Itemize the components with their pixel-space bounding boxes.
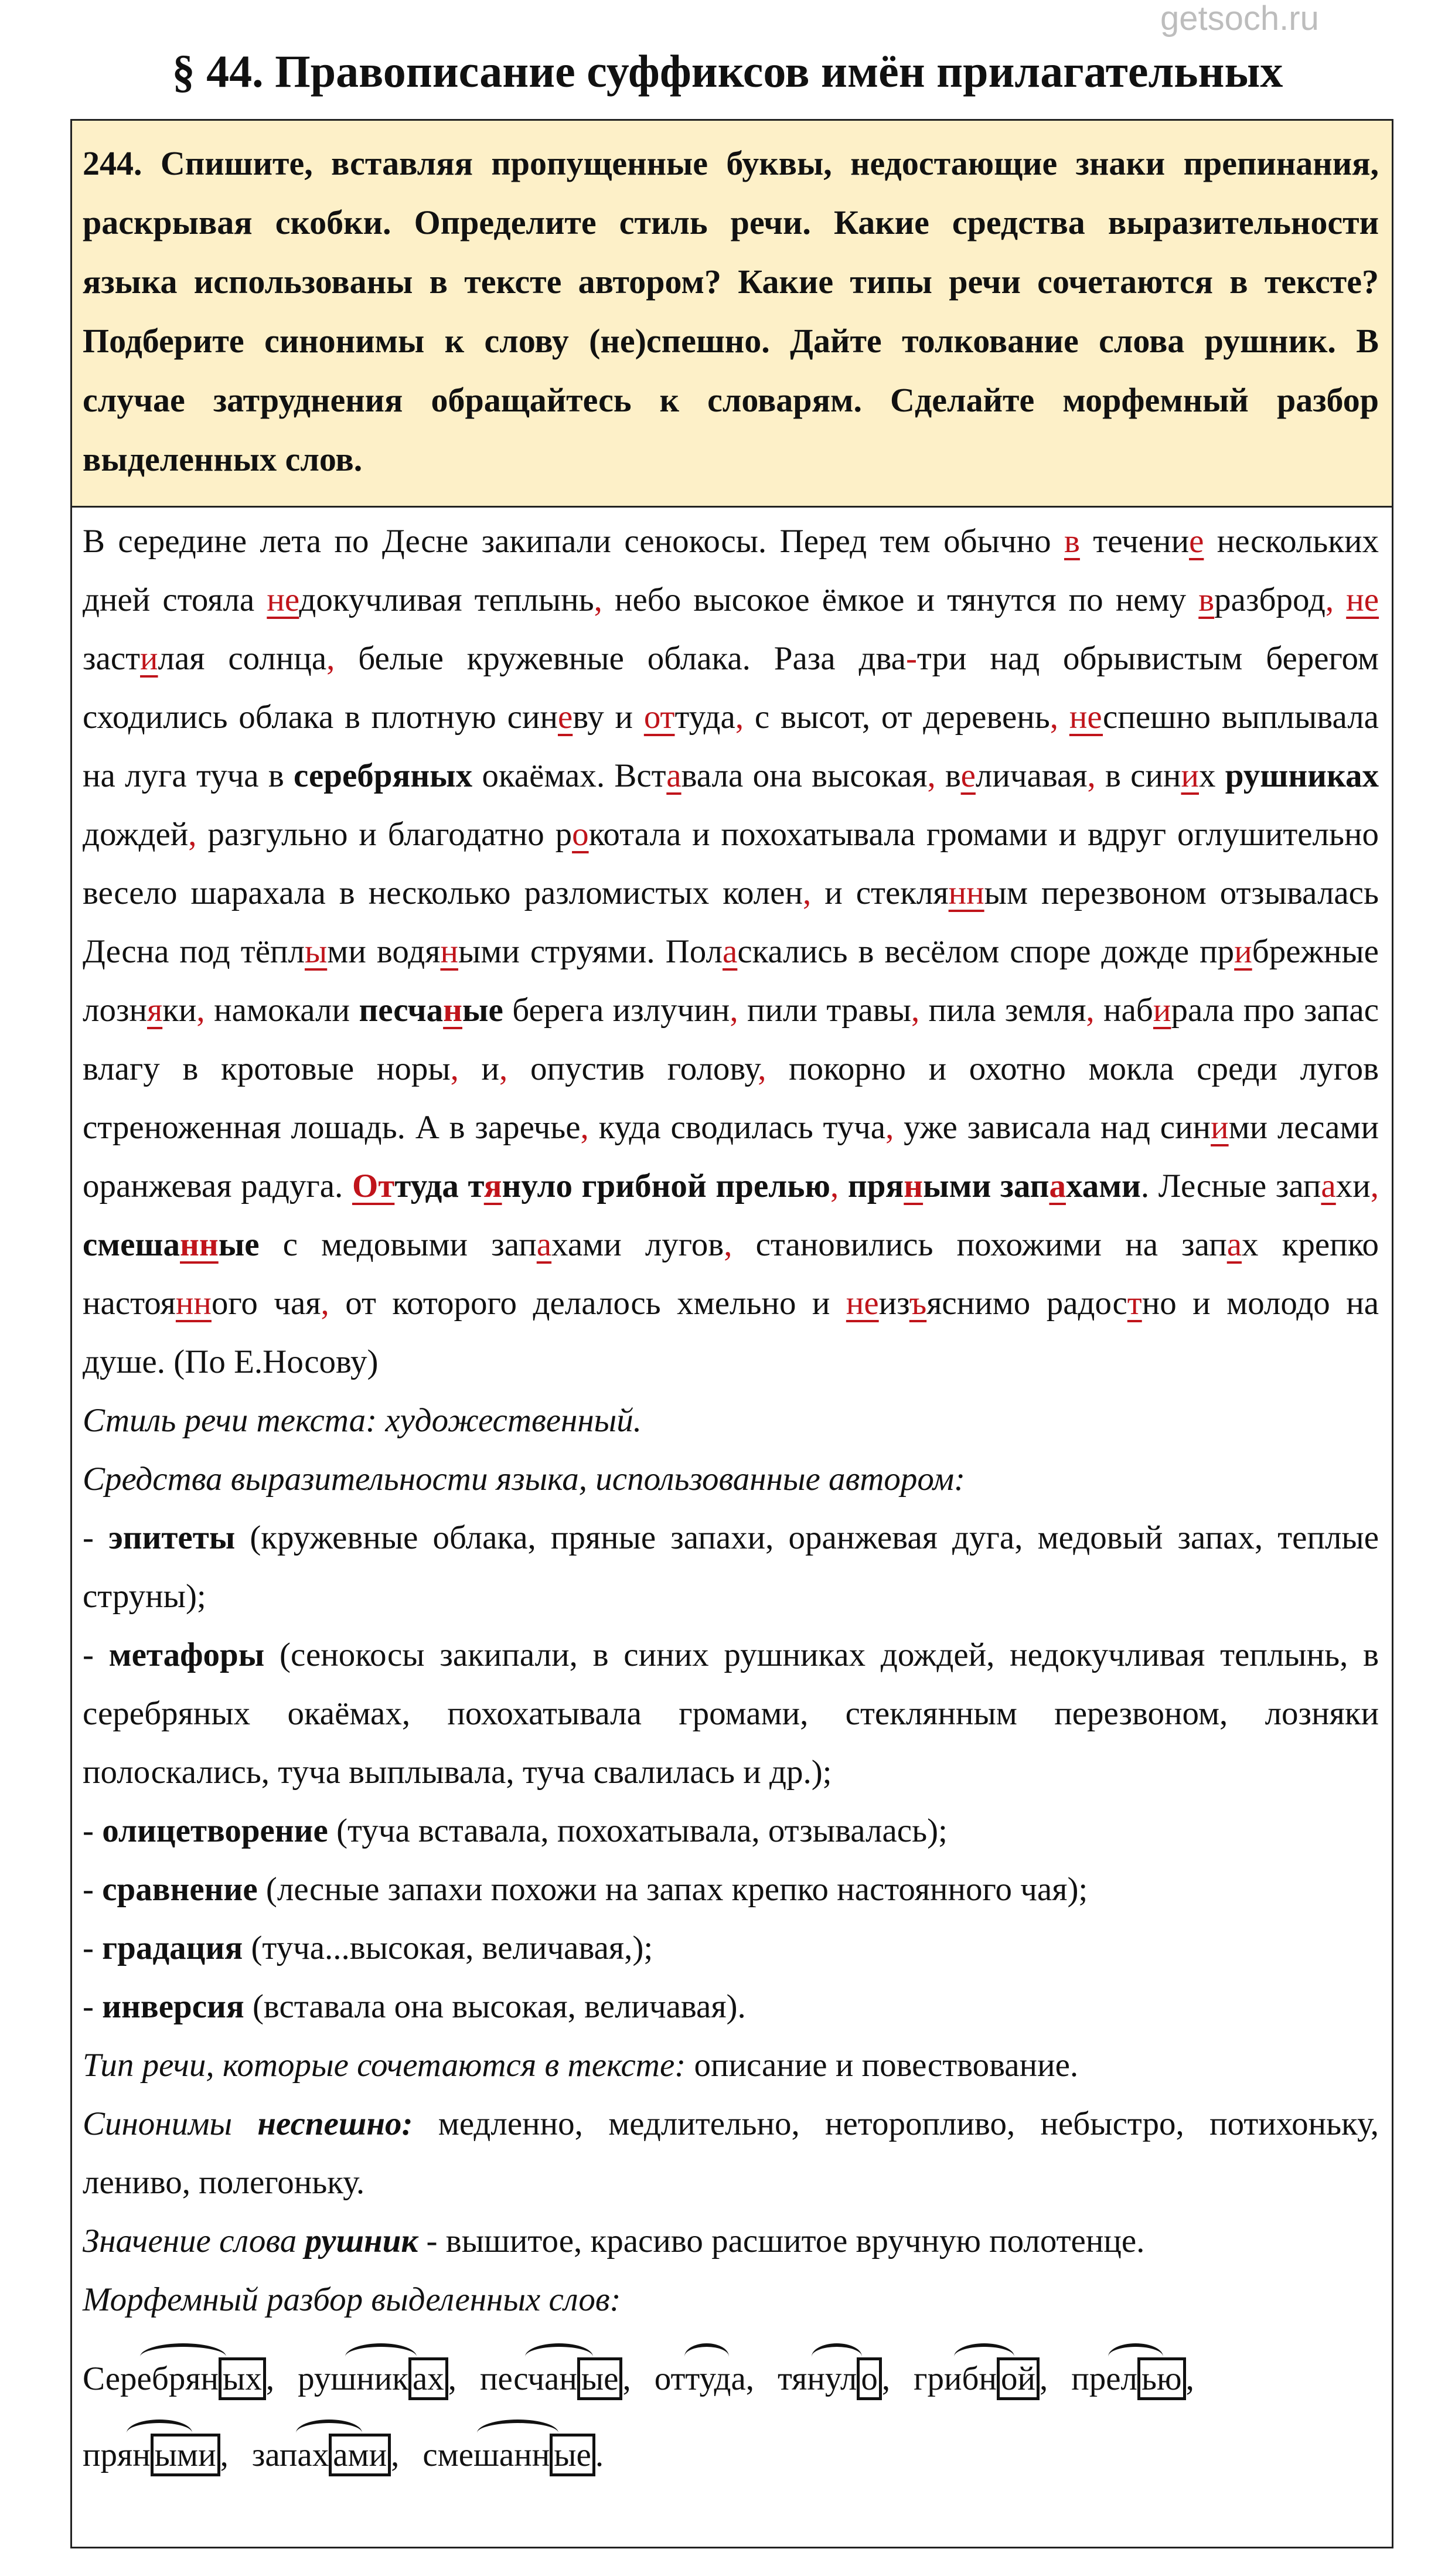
word-ending: ах	[408, 2357, 448, 2400]
inserted-punctuation: ,	[499, 1050, 508, 1087]
text-run: . Лесные зап	[1140, 1168, 1321, 1204]
root-arc-icon	[477, 2420, 558, 2446]
highlighted-word: песча	[359, 992, 444, 1029]
text-run: окаёмах. Вст	[472, 757, 667, 794]
inserted-letter: а	[536, 1226, 552, 1263]
morpheme-word	[252, 2417, 400, 2493]
highlighted-word: метафоры	[108, 1636, 265, 1673]
text-run: куда сводилась туча	[588, 1109, 886, 1146]
word-stem: тянул	[778, 2360, 857, 2397]
highlighted-word: смеша	[83, 1226, 180, 1263]
inserted-punctuation: ,	[1325, 581, 1334, 618]
inserted-punctuation: ,	[803, 874, 812, 911]
text-run: - вышитое, красиво расшитое вручную полотенце.	[418, 2223, 1145, 2259]
morpheme-word	[1071, 2341, 1194, 2417]
inserted-letter: ъ	[909, 1285, 927, 1322]
text-run: брежные лозн	[83, 933, 1379, 1029]
text-run: дождей	[83, 816, 189, 853]
text-run: вала она высокая	[681, 757, 928, 794]
page-title: § 44. Правописание суффиксов имён прилагательных	[172, 46, 1283, 97]
separator: ,	[448, 2360, 456, 2397]
word-stem: песчан	[480, 2360, 577, 2397]
text-run: ми водя	[327, 933, 441, 970]
text-run: (туча...высокая, величавая,);	[243, 1930, 653, 1966]
text-run: ым перезвоном отзывалась Десна под тёпл	[83, 874, 1379, 970]
separator: ,	[391, 2437, 400, 2473]
word-stem: Серебрян	[83, 2360, 219, 2397]
inserted-letter: т	[1127, 1285, 1142, 1322]
text-run: нескольких дней стояла	[83, 523, 1379, 618]
word-stem: оттуда	[654, 2360, 746, 2397]
text-run: (туча вставала, похохатывала, отзывалась);	[328, 1812, 948, 1849]
text-run: ву и	[573, 699, 644, 736]
text-run: небо высокое ёмкое и тянутся по нему	[602, 581, 1199, 618]
italic-label: Синонимы	[83, 2105, 258, 2142]
text-run: и стекля	[811, 874, 949, 911]
separator: ,	[745, 2360, 754, 2397]
inserted-letter: не	[267, 581, 299, 618]
answer-line	[83, 1860, 1379, 1919]
inserted-punctuation: ,	[1049, 699, 1059, 736]
root-arc-icon	[127, 2420, 192, 2446]
text-run: туда	[674, 699, 735, 736]
inserted-letter: ы	[304, 933, 328, 970]
highlighted-word: хами	[1065, 1168, 1141, 1204]
answer-line	[83, 2095, 1379, 2212]
inserted-letter: о	[572, 816, 589, 853]
answers-list	[83, 1391, 1379, 2329]
text-run: ого чая	[211, 1285, 321, 1322]
morpheme-word	[914, 2341, 1048, 2417]
text-run: лая солнца	[158, 640, 327, 677]
highlighted-word: градация	[102, 1930, 243, 1966]
watermark: getsoch.ru	[1160, 0, 1319, 38]
text-run: (вставала она высокая, величавая).	[244, 1988, 746, 2025]
inserted-letter-bold: н	[904, 1168, 924, 1204]
word-ending: ые	[577, 2357, 623, 2400]
inserted-punctuation: ,	[580, 1109, 589, 1146]
inserted-letter: в	[1198, 581, 1215, 618]
text-run	[1334, 581, 1346, 618]
highlighted-word: серебряных	[294, 757, 473, 794]
inserted-punctuation: ,	[196, 992, 205, 1029]
morpheme-word	[655, 2341, 754, 2417]
inserted-letter: нн	[948, 874, 984, 911]
separator: ,	[220, 2437, 229, 2473]
text-run: яснимо радос	[926, 1285, 1127, 1322]
separator: .	[595, 2437, 604, 2473]
text-run: медленно, медлительно, неторопливо, небыстро, потихоньку, лениво, полегоньку.	[83, 2105, 1379, 2201]
highlighted-word: инверсия	[102, 1988, 244, 2025]
inserted-punctuation: -	[905, 640, 917, 677]
text-run: ки	[162, 992, 197, 1029]
answer-line	[83, 1450, 1379, 1509]
word-stem: смешанн	[422, 2437, 550, 2473]
italic-label: Значение слова	[83, 2223, 305, 2259]
inserted-punctuation: ,	[326, 640, 335, 677]
morpheme-word	[298, 2341, 456, 2417]
separator: ,	[881, 2360, 891, 2397]
text-run: хами лугов	[551, 1226, 724, 1263]
text-run: ми лесами оранжевая радуга.	[83, 1109, 1379, 1204]
word-stem: запах	[251, 2437, 329, 2473]
inserted-punctuation: ,	[724, 1226, 732, 1263]
text-run: х	[1199, 757, 1225, 794]
inserted-letter-bold: я	[483, 1168, 502, 1204]
text-run: В середине лета по Десне закипали сенокосы. Перед тем обычно	[83, 523, 1064, 560]
text-run: х крепко настоя	[83, 1226, 1379, 1322]
inserted-letter: и	[1153, 992, 1171, 1029]
inserted-punctuation: ,	[1087, 757, 1096, 794]
exercise-text	[83, 512, 1379, 1391]
text-run: из	[878, 1285, 909, 1322]
text-run: берега излучин	[503, 992, 730, 1029]
highlighted-word: эпитеты	[108, 1519, 236, 1556]
highlighted-word: ые	[218, 1226, 260, 1263]
text-run: -	[83, 1988, 103, 2025]
inserted-punctuation: ,	[321, 1285, 329, 1322]
word-stem: прел	[1071, 2360, 1137, 2397]
text-run: ыми струями. Пол	[458, 933, 723, 970]
answer-line	[83, 2036, 1379, 2095]
exercise-frame	[70, 119, 1393, 2548]
highlighted-word: нуло грибной прелью	[502, 1168, 830, 1204]
inserted-punctuation: ,	[830, 1168, 839, 1204]
answer-line	[83, 1919, 1379, 1978]
inserted-punctuation: ,	[927, 757, 936, 794]
inserted-letter: а	[1226, 1226, 1242, 1263]
text-run: личавая	[975, 757, 1088, 794]
answer-body	[72, 508, 1392, 2493]
text-run: от которого делалось хмельно и	[329, 1285, 846, 1322]
inserted-letter: е	[557, 699, 573, 736]
inserted-letter: н	[440, 933, 458, 970]
morpheme-word	[83, 2341, 274, 2417]
inserted-letter: и	[140, 640, 158, 677]
morpheme-word	[778, 2341, 890, 2417]
root-arc-icon	[140, 2343, 226, 2370]
answer-line	[83, 1391, 1379, 1450]
text-run: пили травы	[738, 992, 911, 1029]
highlighted-word: рушниках	[1225, 757, 1379, 794]
inserted-letter: и	[1234, 933, 1252, 970]
word-stem: рушник	[298, 2360, 408, 2397]
separator: ,	[1185, 2360, 1194, 2397]
text-run: с медовыми зап	[259, 1226, 537, 1263]
root-arc-icon	[525, 2343, 593, 2370]
root-arc-icon	[345, 2343, 417, 2370]
italic-label: Средства выразительности языка, использованные автором:	[83, 1461, 966, 1498]
answer-line	[83, 1509, 1379, 1626]
text-run: докучливая теплынь	[299, 581, 594, 618]
inserted-letter: а	[666, 757, 682, 794]
root-arc-icon	[296, 2420, 362, 2446]
inserted-letter: а	[1321, 1168, 1336, 1204]
text-run: разброд	[1214, 581, 1325, 618]
italic-bold-term: неспешно:	[257, 2105, 413, 2142]
text-run: описание и повествование.	[686, 2047, 1079, 2084]
root-arc-icon	[1108, 2343, 1163, 2370]
inserted-punctuation: ,	[730, 992, 738, 1029]
inserted-punctuation: ,	[758, 1050, 766, 1087]
text-run: наб	[1094, 992, 1153, 1029]
text-run: -	[83, 1871, 103, 1908]
answer-line	[83, 1626, 1379, 1802]
inserted-letter-bold: н	[443, 992, 462, 1029]
text-run: уже зависала над син	[894, 1109, 1211, 1146]
inserted-letter: от	[643, 699, 675, 736]
text-run: белые кружевные облака. Раза два	[335, 640, 906, 677]
text-run: покорно и охотно мокла среди лугов стреноженная лошадь. А в заречье	[83, 1050, 1379, 1146]
inserted-letter: а	[723, 933, 738, 970]
morpheme-analysis	[83, 2341, 1379, 2493]
separator: ,	[1039, 2360, 1048, 2397]
task-instructions: 244. Спишите, вставляя пропущенные буквы, недостающие знаки препинания, раскрывая скобки. Определите стиль речи. Какие средства выразительности языка использованы в тексте автором? Какие типы речи сочетаются в тексте? Подберите синонимы к слову (не)спешно. Дайте толкование слова рушник. В случае затруднения обращайтесь к словарям. Сделайте морфемный разбор выделенных слов.	[72, 121, 1392, 508]
answer-line	[83, 2271, 1379, 2329]
text-run: в	[935, 757, 961, 794]
text-run: в син	[1095, 757, 1181, 794]
inserted-punctuation: ,	[450, 1050, 459, 1087]
text-run: -	[83, 1930, 103, 1966]
answer-line	[83, 1802, 1379, 1860]
word-ending: ами	[329, 2434, 391, 2476]
text-run: спешно выплывала на луга туча в	[83, 699, 1379, 794]
inserted-letter-bold: а	[1049, 1168, 1066, 1204]
word-stem: грибн	[914, 2360, 997, 2397]
inserted-letter: и	[1181, 757, 1199, 794]
word-ending: ой	[997, 2357, 1040, 2400]
text-run: -	[83, 1636, 109, 1673]
highlighted-word: ыми зап	[923, 1168, 1049, 1204]
inserted-punctuation: ,	[188, 816, 197, 853]
italic-bold-term: рушник	[305, 2223, 418, 2259]
separator: ,	[622, 2360, 631, 2397]
inserted-punctuation: ,	[885, 1109, 894, 1146]
text-run: котала и похохатывала громами и вдруг оглушительно весело шарахала в несколько разломистых колен	[83, 816, 1379, 911]
inserted-letter: не	[1069, 699, 1103, 736]
inserted-punctuation: ,	[594, 581, 602, 618]
text-run	[839, 1168, 848, 1204]
text-run: с высот, от деревень	[744, 699, 1050, 736]
answer-line	[83, 1978, 1379, 2036]
text-run: хи	[1335, 1168, 1371, 1204]
text-run: скались в весёлом споре дожде пр	[737, 933, 1235, 970]
inserted-punctuation: ,	[1086, 992, 1095, 1029]
inserted-letter: я	[146, 992, 163, 1029]
word-ending: ью	[1137, 2357, 1186, 2400]
word-ending: ые	[550, 2434, 595, 2476]
text-run: (кружевные облака, пряные запахи, оранжевая дуга, медовый запах, теплые струны);	[83, 1519, 1379, 1615]
inserted-letter: и	[1211, 1109, 1229, 1146]
italic-label: Стиль речи текста: художественный.	[83, 1402, 642, 1439]
inserted-punctuation: ,	[911, 992, 920, 1029]
highlighted-word: ые	[462, 992, 503, 1029]
inserted-letter-bold: нн	[180, 1226, 219, 1263]
word-ending: о	[857, 2357, 882, 2400]
word-stem: прян	[83, 2437, 151, 2473]
text-run: -	[83, 1812, 103, 1849]
root-arc-icon	[954, 2343, 1014, 2370]
text-run: течени	[1079, 523, 1190, 560]
answer-line	[83, 2212, 1379, 2271]
inserted-letter: е	[960, 757, 976, 794]
inserted-letter: не	[1346, 581, 1379, 618]
highlighted-word: пря	[847, 1168, 904, 1204]
text-run: заст	[83, 640, 141, 677]
text-run: намокали	[205, 992, 359, 1029]
separator: ,	[265, 2360, 275, 2397]
text-run: (лесные запахи похожи на запах крепко настоянного чая);	[257, 1871, 1088, 1908]
text-run: и	[458, 1050, 500, 1087]
root-arc-icon	[812, 2343, 862, 2370]
morpheme-word	[83, 2417, 229, 2493]
text-run: разгульно и благодатно р	[196, 816, 573, 853]
highlighted-word: олицетворение	[102, 1812, 328, 1849]
inserted-letter: в	[1064, 523, 1080, 560]
italic-label: Морфемный разбор выделенных слов:	[83, 2281, 621, 2318]
text-run: -	[83, 1519, 109, 1556]
inserted-letter: не	[846, 1285, 879, 1322]
highlighted-word: сравнение	[102, 1871, 258, 1908]
word-ending: ых	[219, 2357, 266, 2400]
italic-label: Тип речи, которые сочетаются в тексте:	[83, 2047, 686, 2084]
inserted-punctuation: ,	[735, 699, 744, 736]
inserted-letter: е	[1189, 523, 1204, 560]
inserted-punctuation: ,	[1370, 1168, 1379, 1204]
text-run: рала про запас влагу в кротовые норы	[83, 992, 1379, 1087]
morpheme-word	[480, 2341, 631, 2417]
root-arc-icon	[684, 2343, 730, 2370]
morpheme-word	[422, 2417, 604, 2493]
text-run: но и молодо на душе. (По Е.Носову)	[83, 1285, 1379, 1380]
inserted-letter-bold: От	[352, 1168, 395, 1204]
inserted-letter: нн	[175, 1285, 212, 1322]
text-run: три над обрывистым берегом сходились облака в плотную син	[83, 640, 1379, 736]
text-run: опустив голову	[507, 1050, 758, 1087]
text-run: (сенокосы закипали, в синих рушниках дождей, недокучливая теплынь, в серебряных окаёмах, похохатывала громами, стеклянным перезвоном, лозняки полоскались, туча выплывала, туча свалилась и др.);	[83, 1636, 1379, 1791]
word-ending: ыми	[151, 2434, 220, 2476]
highlighted-word: туда т	[394, 1168, 484, 1204]
text-run: пила земля	[919, 992, 1086, 1029]
text-run	[1058, 699, 1069, 736]
text-run: становились похожими на зап	[732, 1226, 1227, 1263]
